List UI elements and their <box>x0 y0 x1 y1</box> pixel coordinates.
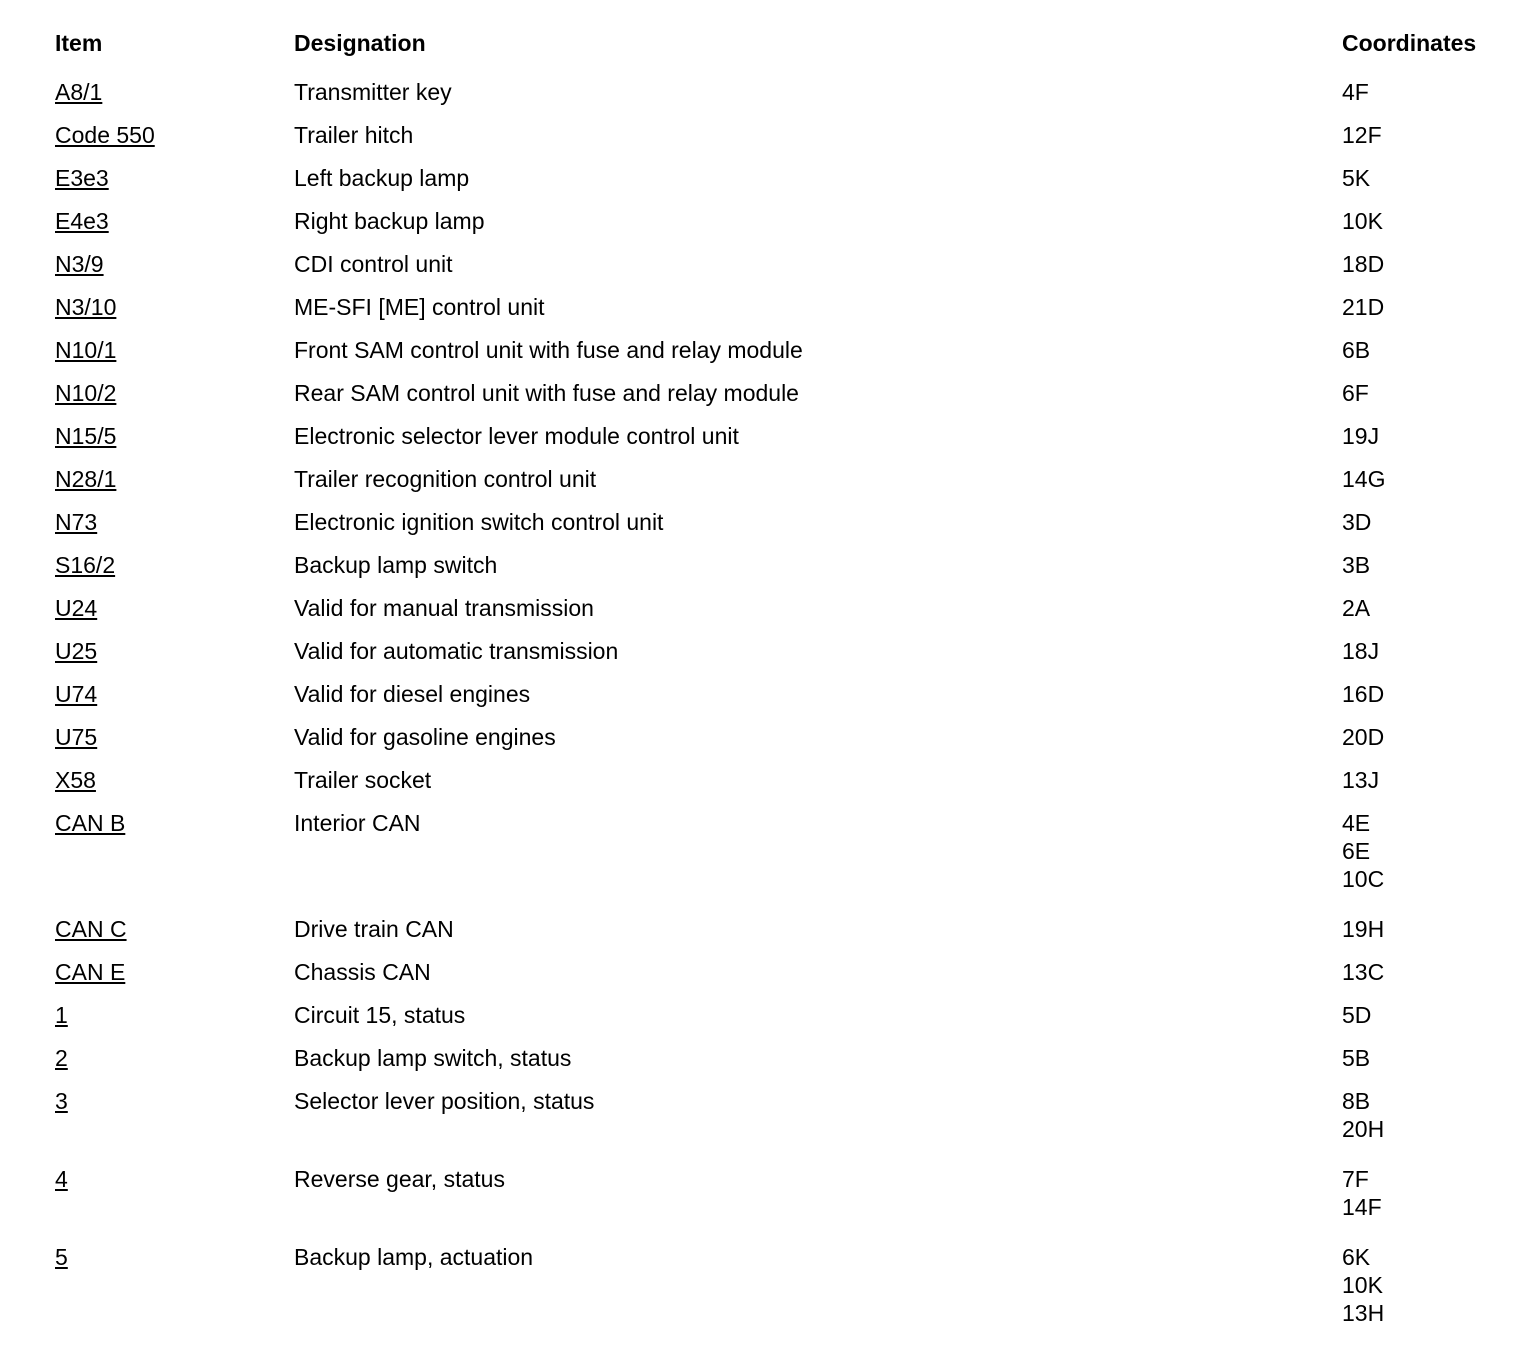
coordinate-value: 5D <box>1342 1002 1372 1028</box>
designation-cell: Electronic ignition switch control unit <box>294 509 664 535</box>
designation-cell: Interior CAN <box>294 810 421 836</box>
coordinate-value: 2A <box>1342 595 1371 621</box>
table-row <box>55 286 1505 329</box>
coordinate-value: 3D <box>1342 509 1372 535</box>
item-link[interactable]: CAN B <box>55 810 126 836</box>
coordinates-cell <box>1342 78 1505 106</box>
table-row <box>55 114 1505 157</box>
item-cell <box>55 508 294 536</box>
designation-cell: Trailer recognition control unit <box>294 466 597 492</box>
coordinates-cell <box>1342 723 1505 751</box>
item-cell <box>55 915 294 943</box>
coordinate-value: 19J <box>1342 423 1380 449</box>
item-link[interactable]: N73 <box>55 509 98 535</box>
item-link[interactable]: 4 <box>55 1166 68 1192</box>
coordinates-cell <box>1342 958 1505 986</box>
coordinate-value: 10K <box>1342 1272 1383 1298</box>
item-cell <box>55 637 294 665</box>
coordinate-value: 10K <box>1342 208 1383 234</box>
table-row <box>55 157 1505 200</box>
designation-cell: Electronic selector lever module control unit <box>294 423 739 449</box>
coordinate-value: 19H <box>1342 916 1385 942</box>
item-cell <box>55 164 294 192</box>
coordinate-value: 10C <box>1342 866 1385 892</box>
coordinates-cell <box>1342 164 1505 192</box>
item-link[interactable]: N10/2 <box>55 380 117 406</box>
coordinates-cell <box>1342 1001 1505 1029</box>
legend-table <box>55 29 1505 1342</box>
table-row <box>55 673 1505 716</box>
coordinate-value: 21D <box>1342 294 1385 320</box>
designation-cell: Right backup lamp <box>294 208 485 234</box>
coordinates-cell <box>1342 293 1505 321</box>
item-link[interactable]: N3/10 <box>55 294 117 320</box>
coordinate-value: 14F <box>1342 1194 1382 1220</box>
designation-cell: Trailer hitch <box>294 122 414 148</box>
coordinates-cell <box>1342 207 1505 235</box>
item-cell <box>55 465 294 493</box>
table-row <box>55 1236 1505 1342</box>
coordinates-cell <box>1342 1044 1505 1072</box>
item-link[interactable]: CAN E <box>55 959 126 985</box>
item-link[interactable]: A8/1 <box>55 79 103 105</box>
coordinate-value: 18J <box>1342 638 1380 664</box>
coordinates-cell <box>1342 508 1505 536</box>
coordinate-value: 5K <box>1342 165 1371 191</box>
designation-cell: Transmitter key <box>294 79 452 105</box>
coordinates-cell <box>1342 551 1505 579</box>
coordinate-value: 3B <box>1342 552 1371 578</box>
table-row <box>55 458 1505 501</box>
item-cell <box>55 1165 294 1193</box>
item-link[interactable]: E4e3 <box>55 208 109 234</box>
coordinate-value: 20D <box>1342 724 1385 750</box>
item-cell <box>55 422 294 450</box>
designation-cell: Valid for automatic transmission <box>294 638 619 664</box>
item-cell <box>55 723 294 751</box>
table-row <box>55 1080 1505 1158</box>
coordinates-cell <box>1342 1087 1505 1143</box>
designation-cell: ME-SFI [ME] control unit <box>294 294 545 320</box>
table-row <box>55 1037 1505 1080</box>
item-cell <box>55 336 294 364</box>
item-link[interactable]: 2 <box>55 1045 68 1071</box>
designation-cell: CDI control unit <box>294 251 453 277</box>
item-cell <box>55 958 294 986</box>
coordinates-cell <box>1342 1243 1505 1327</box>
table-row <box>55 372 1505 415</box>
table-row <box>55 587 1505 630</box>
item-link[interactable]: 3 <box>55 1088 68 1114</box>
designation-cell: Rear SAM control unit with fuse and relay module <box>294 380 799 406</box>
item-cell <box>55 1001 294 1029</box>
table-row <box>55 759 1505 802</box>
coordinates-cell <box>1342 594 1505 622</box>
designation-cell: Trailer socket <box>294 767 432 793</box>
table-row <box>55 1158 1505 1236</box>
item-cell <box>55 1243 294 1271</box>
coordinate-value: 6B <box>1342 337 1371 363</box>
item-link[interactable]: N3/9 <box>55 251 104 277</box>
item-link[interactable]: S16/2 <box>55 552 116 578</box>
coordinates-cell <box>1342 121 1505 149</box>
coordinate-value: 4F <box>1342 79 1369 105</box>
coordinate-value: 6K <box>1342 1244 1371 1270</box>
item-cell <box>55 121 294 149</box>
designation-cell: Chassis CAN <box>294 959 431 985</box>
coordinate-value: 14G <box>1342 466 1386 492</box>
coordinate-value: 18D <box>1342 251 1385 277</box>
coordinate-value: 13J <box>1342 767 1380 793</box>
item-link[interactable]: CAN C <box>55 916 127 942</box>
item-link[interactable]: U25 <box>55 638 98 664</box>
item-cell <box>55 594 294 622</box>
designation-cell: Reverse gear, status <box>294 1166 505 1192</box>
designation-cell: Valid for gasoline engines <box>294 724 556 750</box>
item-cell <box>55 809 294 837</box>
coordinate-value: 13C <box>1342 959 1385 985</box>
coordinate-value: 12F <box>1342 122 1382 148</box>
item-cell <box>55 78 294 106</box>
item-link[interactable]: 5 <box>55 1244 68 1270</box>
designation-cell: Backup lamp switch, status <box>294 1045 572 1071</box>
table-row <box>55 501 1505 544</box>
coordinates-cell <box>1342 637 1505 665</box>
coordinate-value: 6F <box>1342 380 1369 406</box>
designation-cell: Backup lamp, actuation <box>294 1244 534 1270</box>
coordinate-value: 16D <box>1342 681 1385 707</box>
item-link[interactable]: U75 <box>55 724 98 750</box>
table-row <box>55 544 1505 587</box>
item-link[interactable]: X58 <box>55 767 96 793</box>
designation-cell: Valid for manual transmission <box>294 595 594 621</box>
designation-column-header: Designation <box>294 30 426 56</box>
coordinates-cell <box>1342 809 1505 893</box>
designation-cell: Drive train CAN <box>294 916 454 942</box>
item-column-header: Item <box>55 30 103 56</box>
table-row <box>55 716 1505 759</box>
item-cell <box>55 1044 294 1072</box>
designation-cell: Valid for diesel engines <box>294 681 531 707</box>
item-link[interactable]: 1 <box>55 1002 68 1028</box>
coordinates-cell <box>1342 915 1505 943</box>
table-row <box>55 71 1505 114</box>
table-row <box>55 908 1505 951</box>
coordinates-column-header: Coordinates <box>1342 30 1477 56</box>
table-row <box>55 243 1505 286</box>
item-link[interactable]: U74 <box>55 681 98 707</box>
coordinate-value: 5B <box>1342 1045 1371 1071</box>
table-row <box>55 994 1505 1037</box>
table-row <box>55 951 1505 994</box>
item-link[interactable]: N28/1 <box>55 466 117 492</box>
coordinates-cell <box>1342 680 1505 708</box>
coordinate-value: 13H <box>1342 1300 1385 1326</box>
coordinate-value: 20H <box>1342 1116 1385 1142</box>
coordinates-cell <box>1342 1165 1505 1221</box>
item-cell <box>55 293 294 321</box>
table-body <box>55 71 1505 1342</box>
table-row <box>55 802 1505 908</box>
item-cell <box>55 379 294 407</box>
item-cell <box>55 680 294 708</box>
designation-cell: Front SAM control unit with fuse and relay module <box>294 337 803 363</box>
item-cell <box>55 250 294 278</box>
coordinates-cell <box>1342 766 1505 794</box>
table-row <box>55 415 1505 458</box>
item-link[interactable]: Code 550 <box>55 122 155 148</box>
coordinates-cell <box>1342 465 1505 493</box>
coordinates-cell <box>1342 422 1505 450</box>
item-link[interactable]: U24 <box>55 595 98 621</box>
coordinates-cell <box>1342 336 1505 364</box>
coordinate-value: 6E <box>1342 838 1371 864</box>
item-cell <box>55 207 294 235</box>
designation-cell: Selector lever position, status <box>294 1088 595 1114</box>
designation-cell: Backup lamp switch <box>294 552 498 578</box>
table-row <box>55 200 1505 243</box>
item-cell <box>55 766 294 794</box>
item-cell <box>55 551 294 579</box>
coordinate-value: 4E <box>1342 810 1371 836</box>
designation-cell: Circuit 15, status <box>294 1002 466 1028</box>
coordinates-cell <box>1342 250 1505 278</box>
coordinates-cell <box>1342 379 1505 407</box>
table-row <box>55 630 1505 673</box>
coordinate-value: 7F <box>1342 1166 1369 1192</box>
item-cell <box>55 1087 294 1115</box>
item-link[interactable]: N15/5 <box>55 423 117 449</box>
table-header <box>55 29 1505 71</box>
coordinate-value: 8B <box>1342 1088 1371 1114</box>
item-link[interactable]: N10/1 <box>55 337 117 363</box>
table-row <box>55 329 1505 372</box>
designation-cell: Left backup lamp <box>294 165 470 191</box>
item-link[interactable]: E3e3 <box>55 165 109 191</box>
